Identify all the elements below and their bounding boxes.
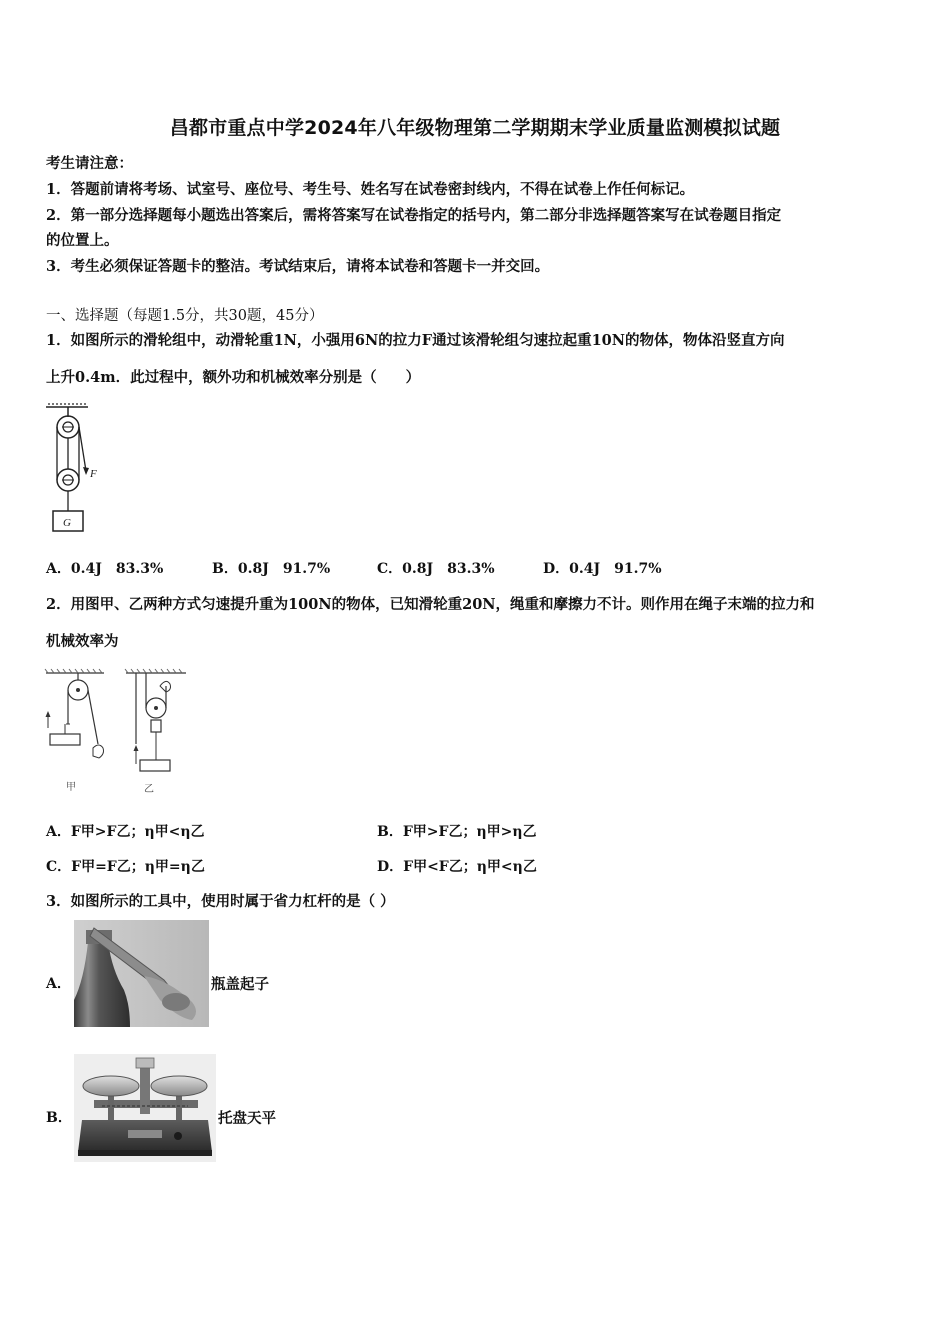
q3-option-a-label: 瓶盖起子 — [211, 976, 269, 993]
q1-stem-line1: 1．如图所示的滑轮组中，动滑轮重1N，小强用6N的拉力F通过该滑轮组匀速拉起重10N的物体，物体沿竖直方向 — [46, 332, 785, 349]
q1-stem-line2: 上升0.4m．此过程中，额外功和机械效率分别是（ ） — [46, 369, 421, 386]
q1-option-b[interactable]: B．0.8J 91.7% — [212, 561, 331, 577]
tray-balance-photo — [74, 1054, 216, 1162]
bottle-opener-photo — [74, 920, 209, 1027]
notice-item-2-cont: 的位置上。 — [46, 232, 119, 249]
notice-item-3: 3．考生必须保证答题卡的整洁。考试结束后，请将本试卷和答题卡一并交回。 — [46, 258, 550, 275]
notice-item-2: 2．第一部分选择题每小题选出答案后，需将答案写在试卷指定的括号内，第二部分非选择题答案写在试卷题目指定 — [46, 207, 782, 224]
q3-option-a-letter[interactable]: A． — [46, 976, 71, 992]
q2-option-a[interactable]: A．F甲>F乙；η甲<η乙 — [46, 824, 205, 840]
q2-fig-label-jia: 甲 — [66, 782, 76, 793]
section-heading: 一、选择题（每题1.5分，共30题，45分） — [46, 308, 324, 324]
q2-pulley-figure — [44, 668, 194, 796]
q2-option-d[interactable]: D．F甲<F乙；η甲<η乙 — [377, 859, 537, 875]
page-title: 昌都市重点中学2024年八年级物理第二学期期末学业质量监测模拟试题 — [169, 117, 781, 139]
q3-stem: 3．如图所示的工具中，使用时属于省力杠杆的是（ ） — [46, 893, 395, 910]
q3-option-b-letter[interactable]: B． — [46, 1110, 72, 1126]
q1-option-a[interactable]: A．0.4J 83.3% — [46, 561, 164, 577]
q1-fig-label-g: G — [63, 517, 71, 529]
notice-heading: 考生请注意： — [46, 155, 133, 172]
q1-fig-label-f: F — [90, 468, 97, 480]
q2-stem-line1: 2．用图甲、乙两种方式匀速提升重为100N的物体，已知滑轮重20N，绳重和摩擦力不计。则作用在绳子末端的拉力和 — [46, 596, 815, 613]
notice-item-1: 1．答题前请将考场、试室号、座位号、考生号、姓名写在试卷密封线内，不得在试卷上作任何标记。 — [46, 181, 695, 198]
q3-option-b-label: 托盘天平 — [218, 1110, 276, 1127]
q1-option-c[interactable]: C．0.8J 83.3% — [377, 561, 495, 577]
q1-pulley-figure — [42, 403, 98, 535]
q1-option-d[interactable]: D．0.4J 91.7% — [543, 561, 662, 577]
q2-fig-label-yi: 乙 — [144, 784, 154, 795]
q2-stem-line2: 机械效率为 — [46, 633, 119, 650]
q2-option-b[interactable]: B．F甲>F乙；η甲>η乙 — [377, 824, 537, 840]
q2-option-c[interactable]: C．F甲=F乙；η甲=η乙 — [46, 859, 205, 875]
